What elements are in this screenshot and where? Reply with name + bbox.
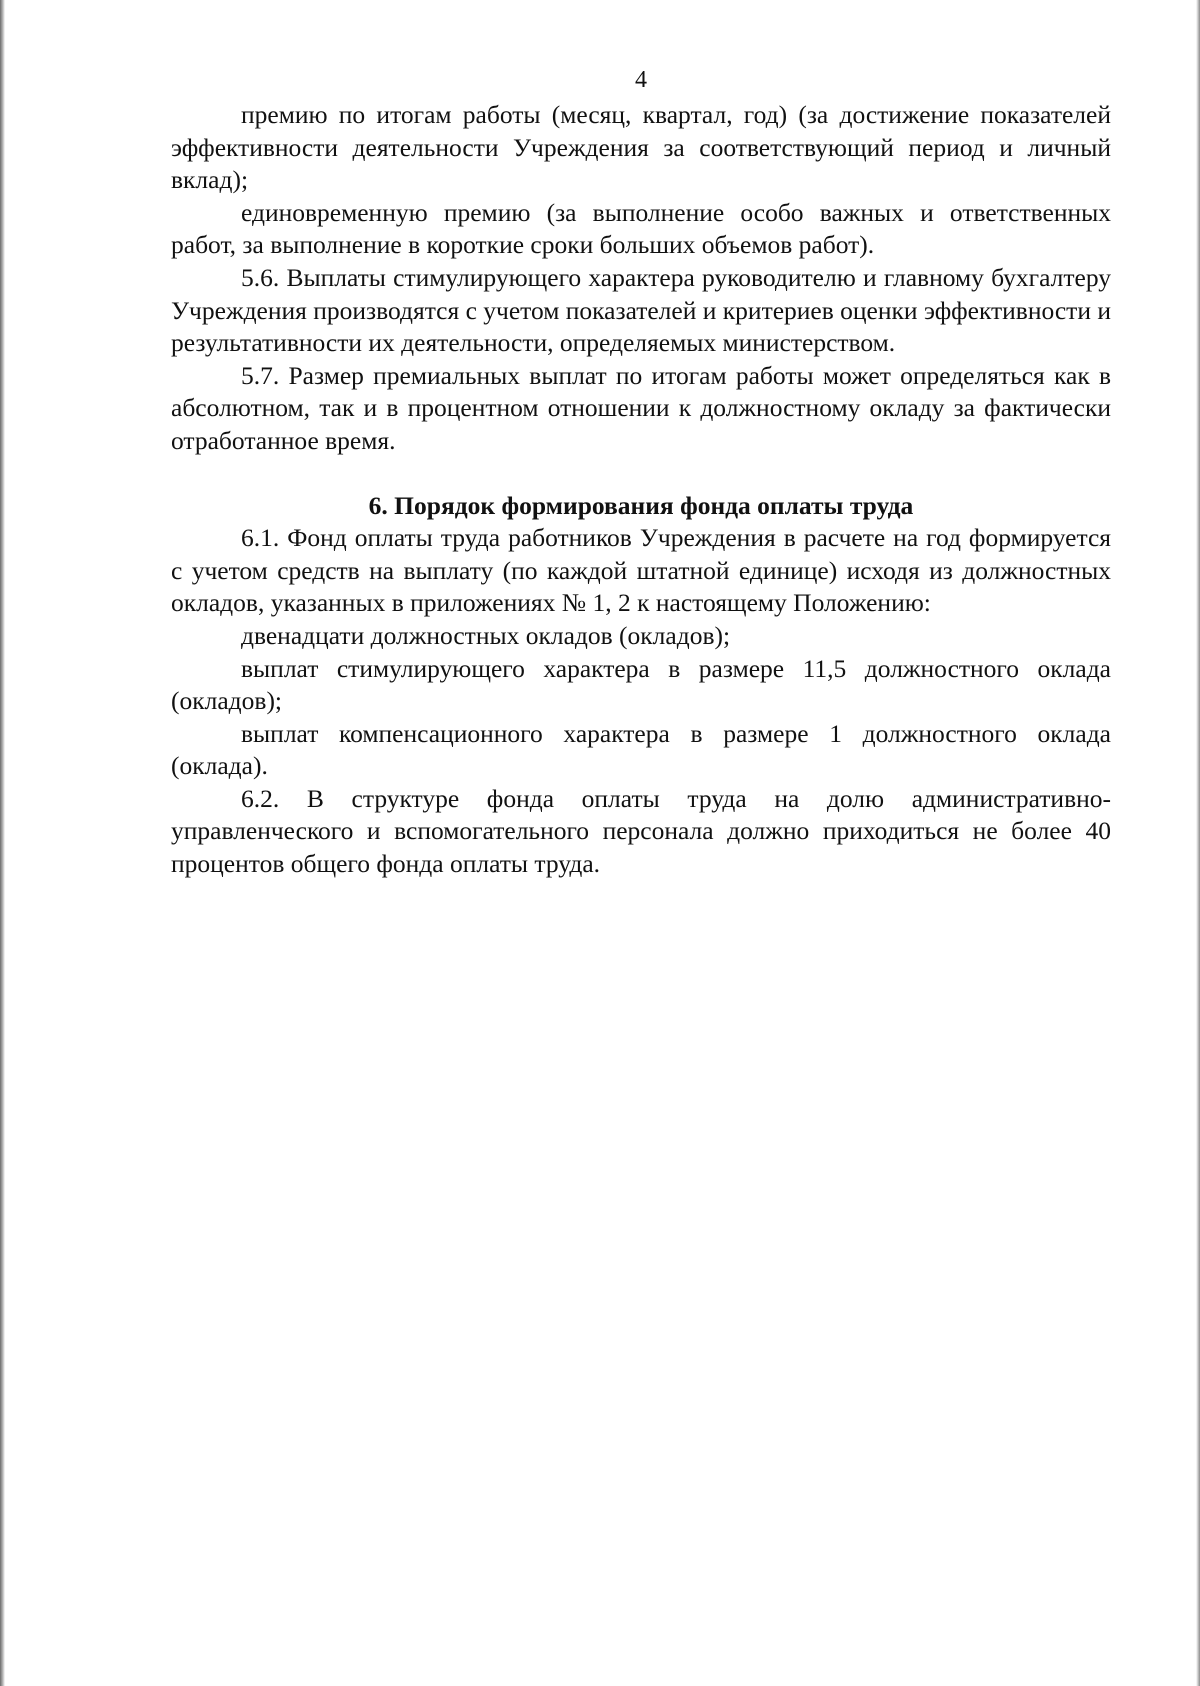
paragraph-twelve-salaries: двенадцати должностных окладов (окладов); [241,620,731,650]
paragraph-5-6: 5.6. Выплаты стимулирующего характера руководителю и главному бухгалтеру Учреждения производятся с учетом показателей и критериев оценки эффективности и результативности их деятельности, определяемых министерством. [171,262,1111,358]
paragraph-stimulating-payments: выплат стимулирующего характера в размере 11,5 должностного оклада (окладов); [171,653,1111,716]
scan-edge-right [1196,0,1200,1686]
paragraph-premium-results: премию по итогам работы (месяц, квартал, год) (за достижение показателей эффективности деятельности Учреждения за соответствующий период и личный вклад); [171,100,1111,195]
paragraph-6-1: 6.1. Фонд оплаты труда работников Учреждения в расчете на год формируется с учетом средств на выплату (по каждой штатной единице) исходя из должностных окладов, указанных в приложениях № 1, 2 к настоящему Положению: [171,523,1111,618]
section-heading: 6. Порядок формирования фонда оплаты труда [368,490,914,520]
paragraph-5-7: 5.7. Размер премиальных выплат по итогам работы может определяться как в абсолютном, так и в процентном отношении к должностному окладу за фактически отработанное время. [171,360,1111,455]
paragraph-compensation-payments: выплат компенсационного характера в размере 1 должностного оклада (оклада). [171,718,1111,781]
paragraph-one-time-premium: единовременную премию (за выполнение особо важных и ответственных работ, за выполнение в короткие сроки больших объемов работ). [171,197,1111,260]
page-number: 4 [635,67,647,93]
scan-edge-left [0,0,5,1686]
document-page [171,64,1111,881]
paragraph-6-2: 6.2. В структуре фонда оплаты труда на долю административно-управленческого и вспомогательного персонала должно приходиться не более 40 процентов общего фонда оплаты труда. [171,783,1111,879]
